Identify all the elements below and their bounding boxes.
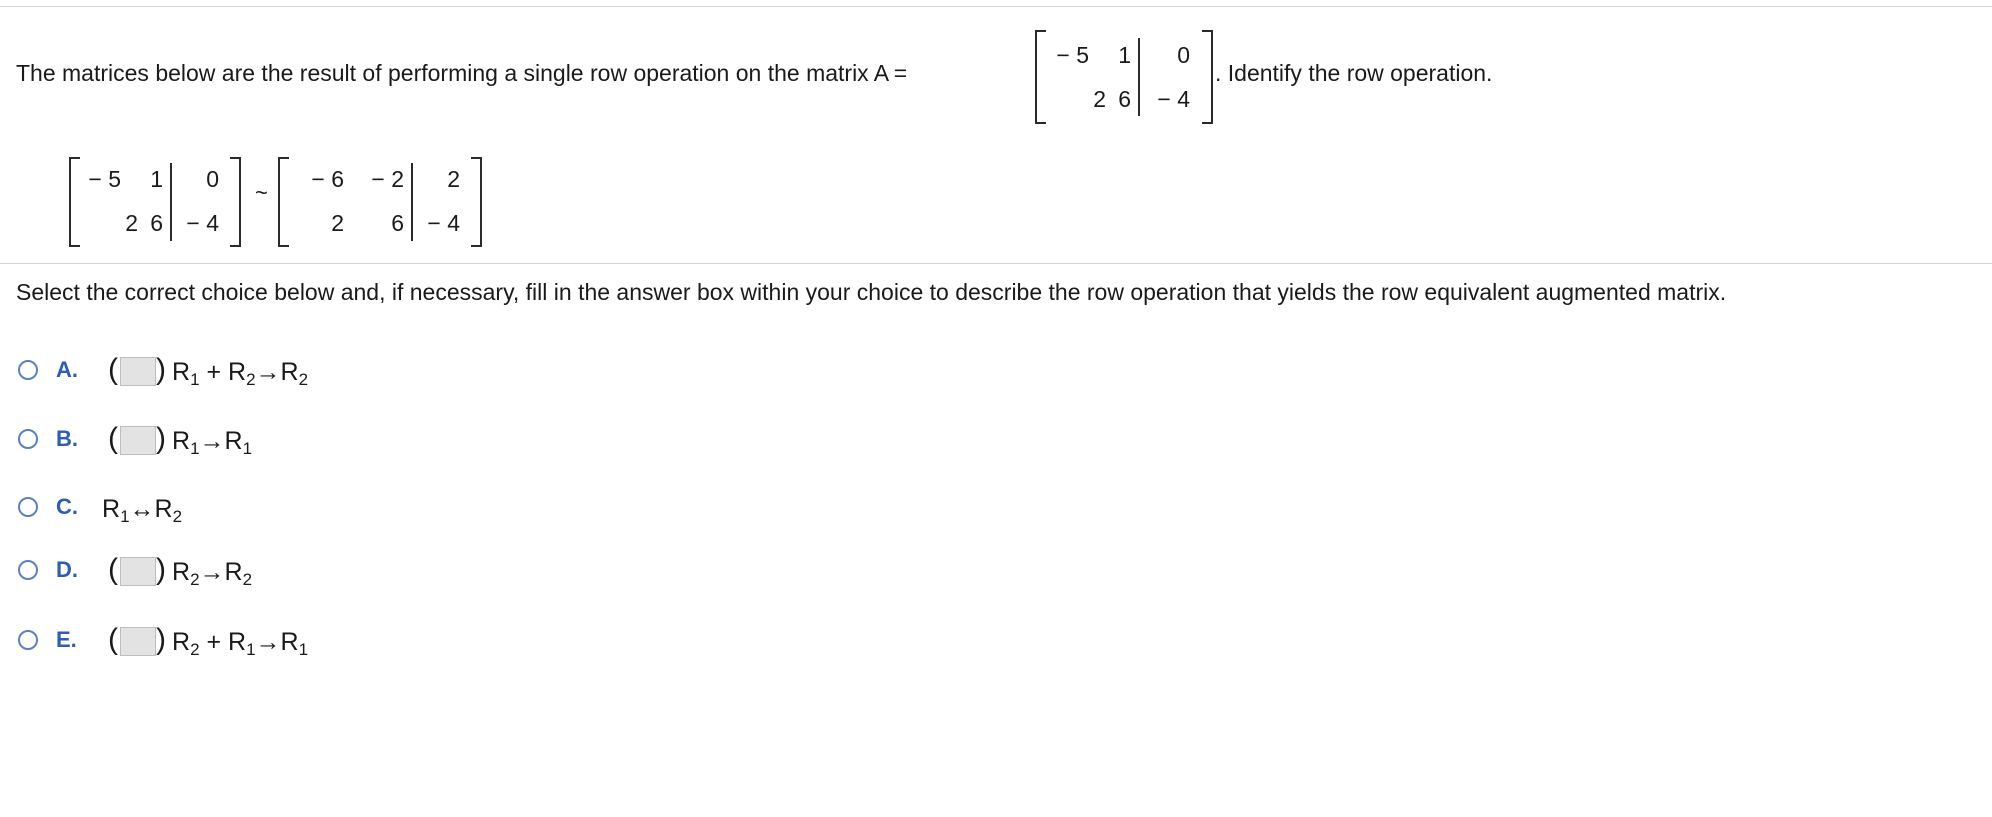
radio-button[interactable] xyxy=(18,429,38,449)
radio-button[interactable] xyxy=(18,630,38,650)
choice-letter: E. xyxy=(56,627,77,652)
matrix-a-augment-bar xyxy=(1138,38,1140,116)
open-paren: ( xyxy=(108,353,118,386)
matrix-right xyxy=(278,157,482,247)
close-paren: ) xyxy=(156,422,166,455)
choice-letter: C. xyxy=(56,494,78,519)
open-paren: ( xyxy=(108,553,118,586)
matrix-right-left-bracket xyxy=(278,157,289,247)
matrix-a-cell: 0 xyxy=(1177,42,1190,68)
close-paren: ) xyxy=(156,353,166,386)
row-operation-expression: $R_2\to R_2$ xyxy=(172,558,253,589)
matrix-left xyxy=(69,157,241,247)
close-paren: ) xyxy=(156,553,166,586)
radio-button[interactable] xyxy=(18,360,38,380)
top-divider xyxy=(0,6,1992,7)
matrix-right-cell: 2 xyxy=(447,166,460,192)
row-operation-expression: $R_2 + R_1\to R_1$ xyxy=(172,628,309,659)
radio-button[interactable] xyxy=(18,497,38,517)
matrix-right-cell: 6 xyxy=(391,210,404,236)
row-equivalence-symbol: ~ xyxy=(255,180,268,205)
matrix-a-left-bracket xyxy=(1035,30,1046,124)
matrix-right-cell: 2 xyxy=(331,210,344,236)
matrix-right-cell: − 6 xyxy=(311,166,344,192)
answer-box[interactable] xyxy=(120,357,156,386)
matrix-a-cell: 1 xyxy=(1118,42,1131,68)
question-prefix: The matrices below are the result of performing a single row operation on the matrix A = xyxy=(16,60,908,86)
choice-a[interactable] xyxy=(18,352,338,392)
matrix-left-augment-bar xyxy=(170,163,172,241)
matrix-left-right-bracket xyxy=(230,157,241,247)
matrix-a-right-bracket xyxy=(1202,30,1213,124)
matrix-left-cell: − 5 xyxy=(88,166,121,192)
matrix-left-cell: − 4 xyxy=(186,210,219,236)
row-operation-expression: $R_1 + R_2\to R_2$ xyxy=(172,358,309,389)
matrix-right-augment-bar xyxy=(411,163,413,241)
choice-letter: A. xyxy=(56,357,78,382)
open-paren: ( xyxy=(108,422,118,455)
row-operation-expression: $R_1\leftrightarrow R_2$ xyxy=(102,495,183,526)
matrix-left-cell: 2 xyxy=(125,210,138,236)
matrix-left-left-bracket xyxy=(69,157,80,247)
choice-b[interactable] xyxy=(18,421,338,461)
instruction-text: Select the correct choice below and, if necessary, fill in the answer box within your choice to describe the row operation that yields the row equivalent augmented matrix. xyxy=(16,279,1727,305)
question-suffix: . Identify the row operation. xyxy=(1215,60,1493,86)
matrix-right-cell: − 4 xyxy=(427,210,460,236)
choice-e[interactable] xyxy=(18,622,338,662)
choice-d[interactable] xyxy=(18,552,338,592)
open-paren: ( xyxy=(108,623,118,656)
section-divider xyxy=(0,263,1992,264)
radio-button[interactable] xyxy=(18,560,38,580)
choice-letter: B. xyxy=(56,426,78,451)
choice-c[interactable] xyxy=(18,489,338,529)
matrix-left-cell: 0 xyxy=(206,166,219,192)
matrix-a-cell: 6 xyxy=(1118,86,1131,112)
matrix-left-cell: 6 xyxy=(150,210,163,236)
matrix-a-cell: − 5 xyxy=(1056,42,1089,68)
matrix-a xyxy=(1035,30,1213,124)
answer-box[interactable] xyxy=(120,426,156,455)
answer-box[interactable] xyxy=(120,557,156,586)
matrix-a-cell: 2 xyxy=(1093,86,1106,112)
matrix-a-cell: − 4 xyxy=(1157,86,1190,112)
matrix-right-cell: − 2 xyxy=(371,166,404,192)
choice-letter: D. xyxy=(56,557,78,582)
matrix-right-right-bracket xyxy=(471,157,482,247)
row-operation-expression: $R_1\to R_1$ xyxy=(172,427,253,458)
answer-box[interactable] xyxy=(120,627,156,656)
matrix-left-cell: 1 xyxy=(150,166,163,192)
close-paren: ) xyxy=(156,623,166,656)
